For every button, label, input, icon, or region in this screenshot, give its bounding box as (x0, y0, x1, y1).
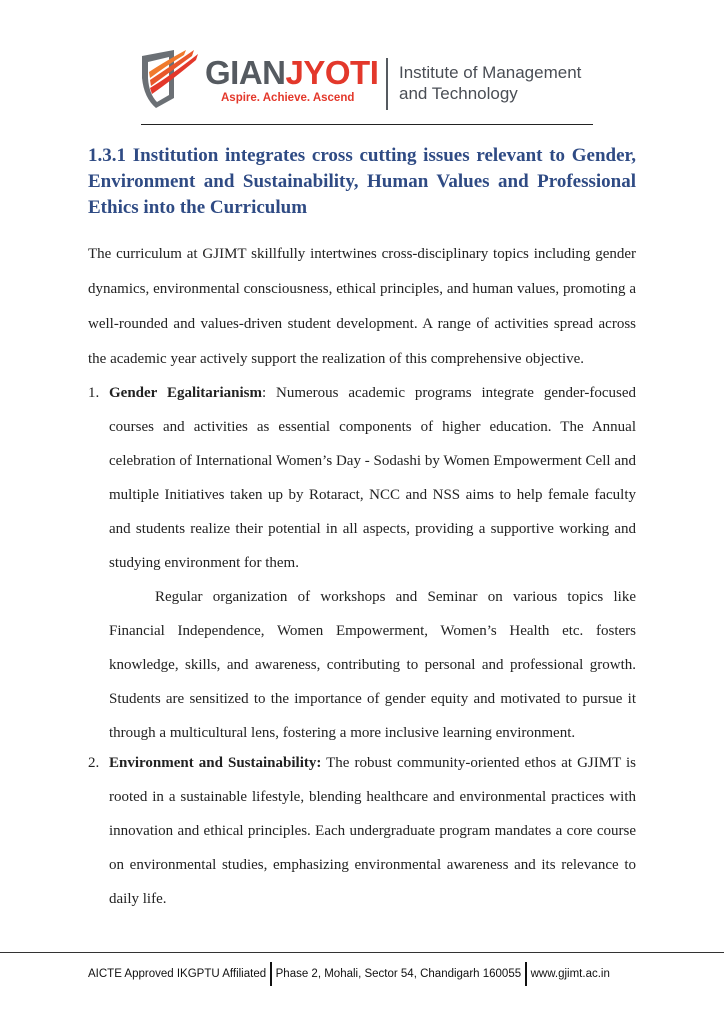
brand-name-part1: GIAN (205, 54, 286, 91)
page-header (0, 0, 724, 130)
institute-name-line1: Institute of Management (399, 63, 582, 82)
list-number: 1. (88, 385, 100, 401)
list-number: 2. (88, 755, 100, 771)
list-item-heading: Gender Egalitarianism (109, 385, 262, 401)
page-footer (88, 962, 610, 986)
brand-name-part2: JYOTI (285, 54, 379, 91)
list-item-paragraph (109, 376, 636, 580)
list-item-text: The robust community-oriented ethos at GJIMT is rooted in a sustainable lifestyle, blending healthcare and environmental practices with innovation and ethical principles. Each undergraduate program mandates a core course on environmental studies, emphasizing environmental awareness and its relevance to daily life. (109, 755, 637, 907)
footer-address: Phase 2, Mohali, Sector 54, Chandigarh 160055 (275, 968, 522, 980)
list-item-heading: Environment and Sustainability: (109, 755, 322, 771)
institute-name-line2: and Technology (399, 84, 518, 103)
brand-logo (205, 56, 378, 104)
header-divider (141, 124, 593, 125)
footer-website[interactable]: www.gjimt.ac.in (530, 968, 610, 980)
footer-separator (525, 962, 527, 986)
list-item-paragraph (109, 746, 636, 916)
list-item-paragraph2: Regular organization of workshops and Seminar on various topics like Financial Independence, Women Empowerment, Women’s Health etc. fosters knowledge, skills, and awareness, contributing to personal and professional growth. Students are sensitized to the importance of gender equity and motivated to pursue it through a multicultural lens, fostering a more inclusive learning environment. (109, 589, 636, 741)
institute-name (399, 62, 581, 104)
intro-paragraph: The curriculum at GJIMT skillfully intertwines cross-disciplinary topics including gender dynamics, environmental consciousness, ethical principles, and human values, promoting a well-rounded and values-driven student development. A range of activities spread across the academic year actively support the realization of this comprehensive objective. (88, 246, 636, 367)
section-title: 1.3.1 Institution integrates cross cutting issues relevant to Gender, Environment and Sustainability, Human Values and Professional Ethics into the Curriculum (88, 145, 636, 218)
list-item-gender (88, 376, 636, 750)
list-item-environment (88, 746, 636, 916)
footer-divider (0, 952, 724, 953)
footer-separator (270, 962, 272, 986)
footer-approval: AICTE Approved IKGPTU Affiliated (88, 968, 267, 980)
list-item-text: : Numerous academic programs integrate gender-focused courses and activities as essential components of higher education. The Annual celebration of International Women’s Day - Sodashi by Women Empowerment Cell and multiple Initiatives taken up by Rotaract, NCC and NSS aims to help female faculty and students realize their potential in all aspects, providing a supportive working and studying environment for them. (109, 385, 636, 571)
brand-tagline: Aspire. Achieve. Ascend (221, 92, 355, 104)
brand-divider (386, 58, 388, 110)
shield-chevron-icon (136, 48, 202, 110)
